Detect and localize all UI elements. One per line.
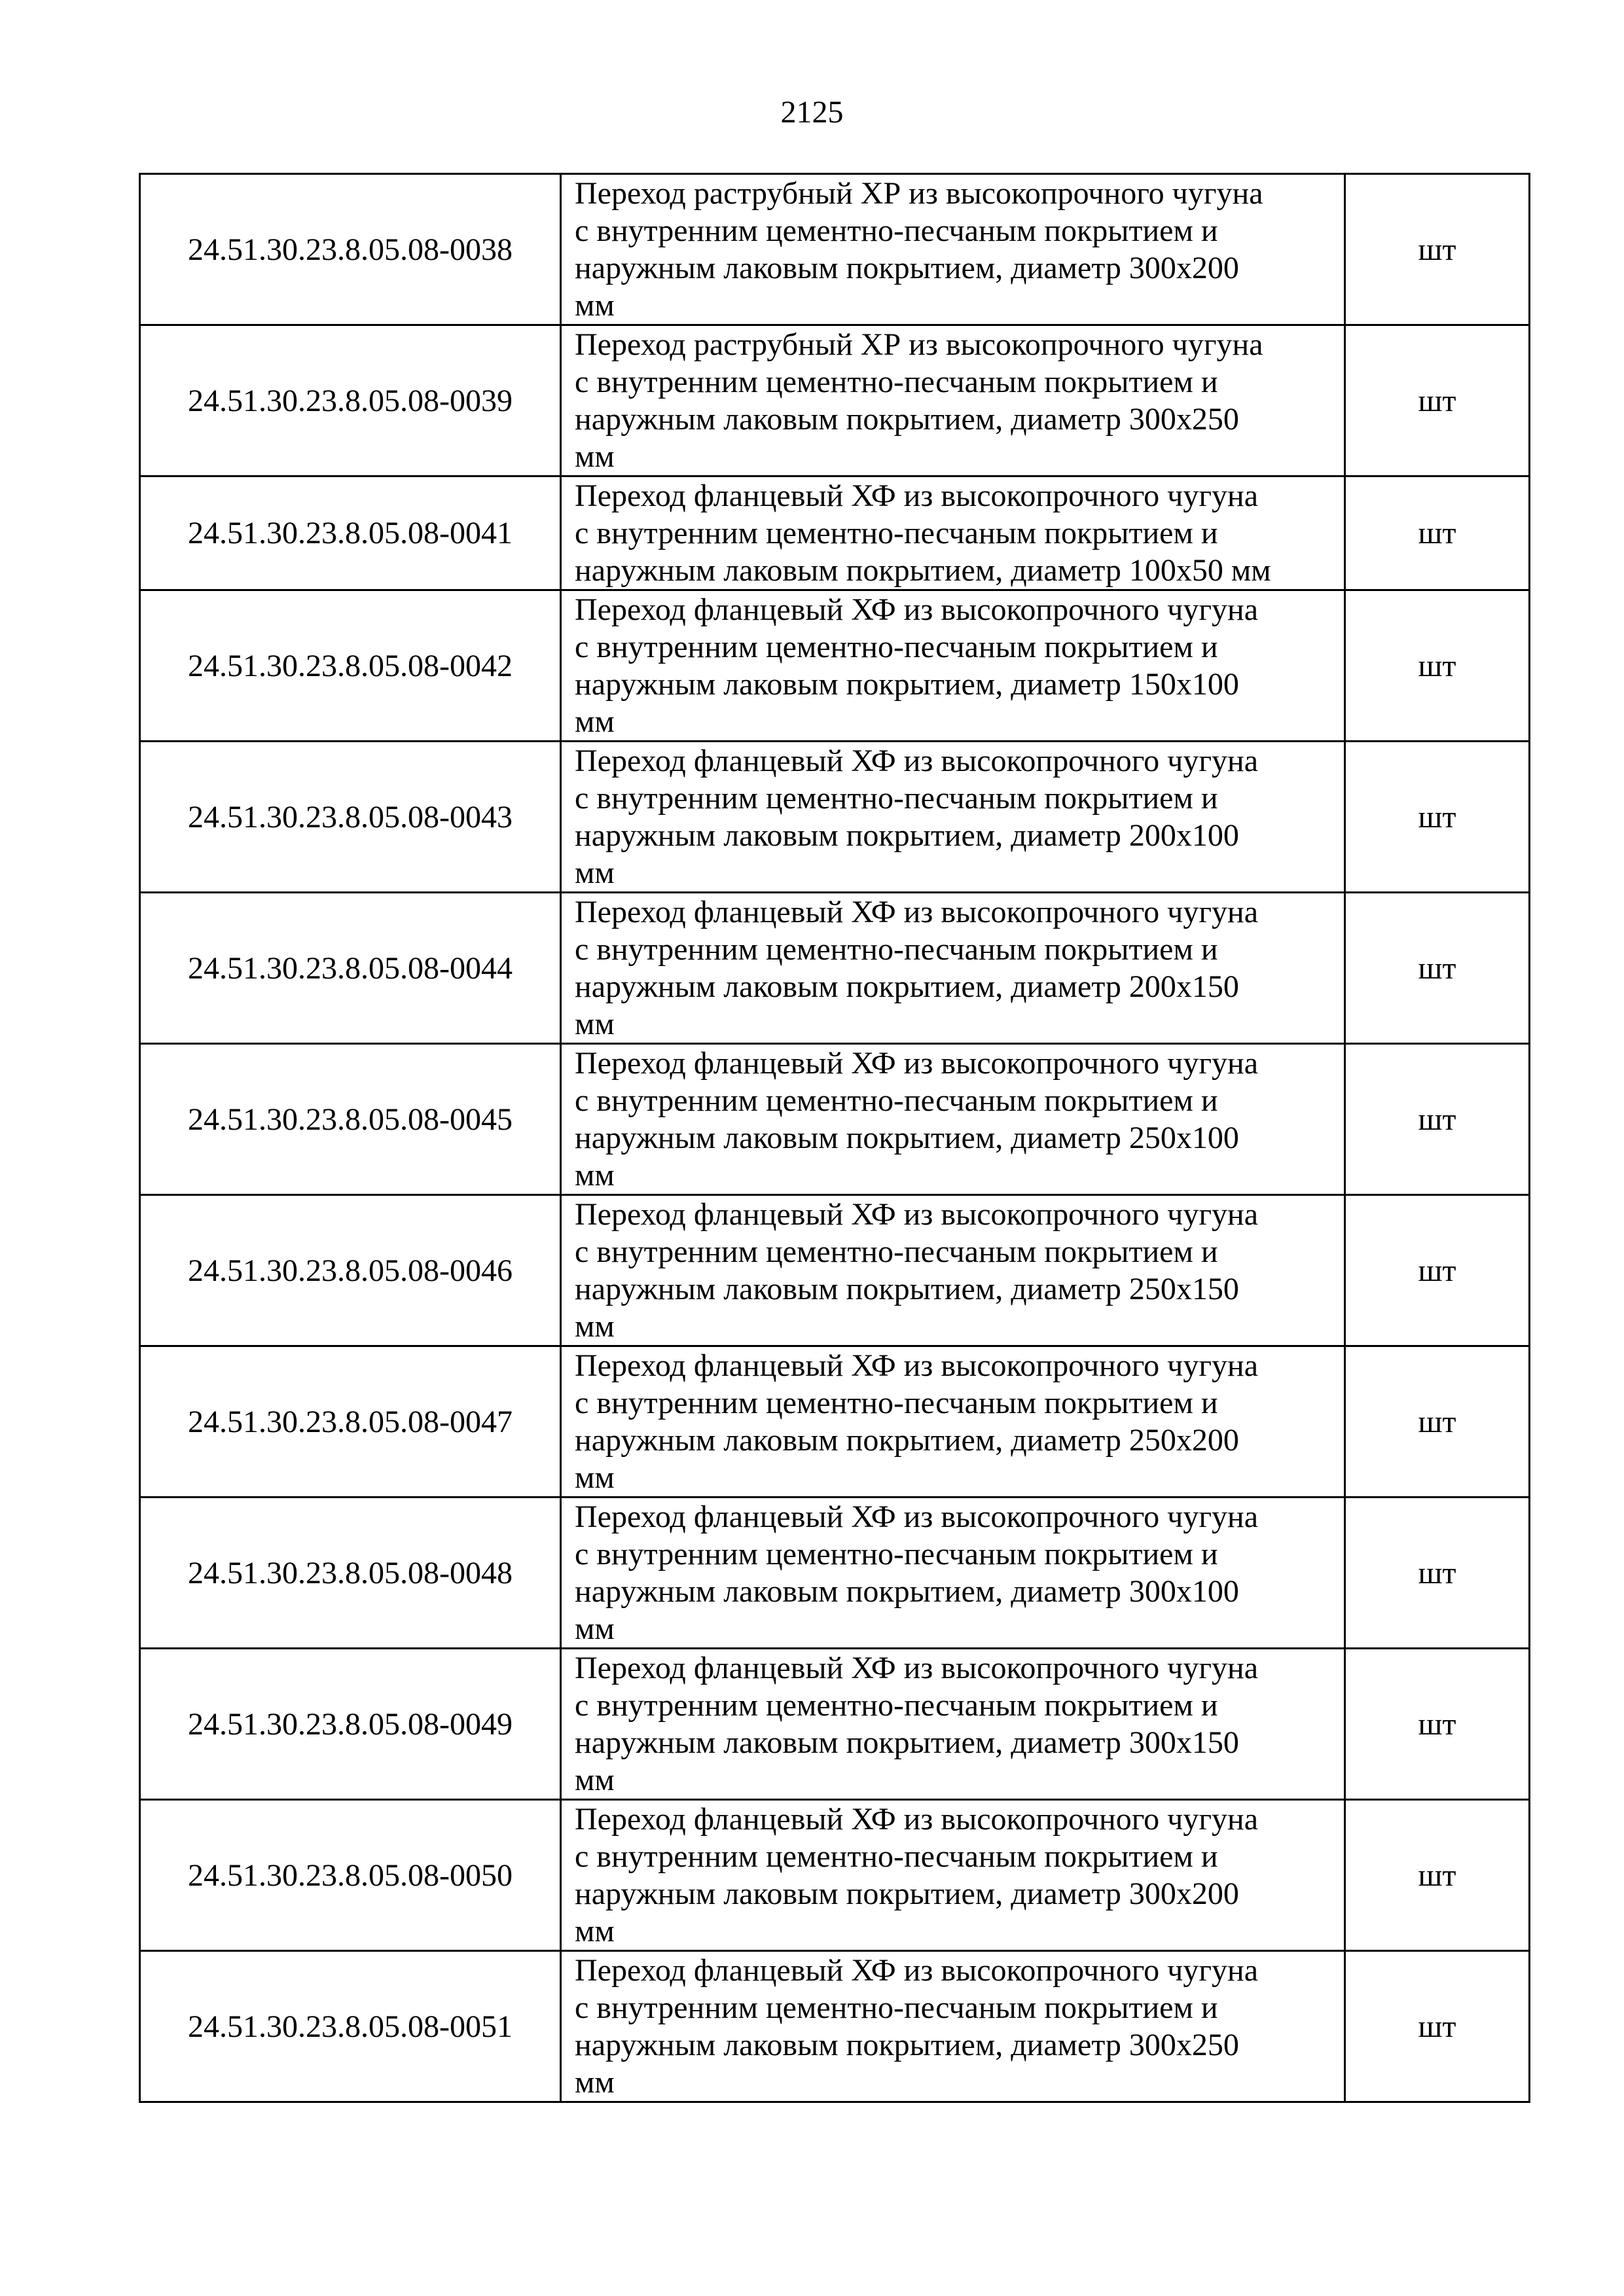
- description-line: наружным лаковым покрытием, диаметр 300х200: [575, 1876, 1239, 1911]
- description-line: с внутренним цементно-песчаным покрытием и: [575, 630, 1218, 664]
- table-body: [140, 174, 1530, 2102]
- description-line: наружным лаковым покрытием, диаметр 200х150: [575, 969, 1239, 1004]
- resource-code-cell: 24.51.30.23.8.05.08-0043: [140, 742, 561, 893]
- description-line: мм: [575, 288, 615, 323]
- description-line: наружным лаковым покрытием, диаметр 300х150: [575, 1725, 1239, 1760]
- resource-code-cell: 24.51.30.23.8.05.08-0047: [140, 1346, 561, 1498]
- description-line: мм: [575, 855, 615, 890]
- description-line: Переход раструбный ХР из высокопрочного чугуна: [575, 327, 1263, 362]
- description-line: Переход фланцевый ХФ из высокопрочного чугуна: [575, 1046, 1258, 1081]
- resource-description-cell: [561, 1951, 1345, 2102]
- resource-description-cell: [561, 893, 1345, 1044]
- resource-code-cell: 24.51.30.23.8.05.08-0045: [140, 1044, 561, 1195]
- description-line: с внутренним цементно-песчаным покрытием и: [575, 1990, 1218, 2025]
- table-row: [140, 325, 1530, 476]
- description-line: мм: [575, 704, 615, 739]
- resource-code-cell: 24.51.30.23.8.05.08-0044: [140, 893, 561, 1044]
- description-line: с внутренним цементно-песчаным покрытием и: [575, 1386, 1218, 1420]
- description-line: Переход фланцевый ХФ из высокопрочного чугуна: [575, 744, 1258, 778]
- unit-cell: шт: [1345, 1498, 1530, 1649]
- table-row: [140, 1346, 1530, 1498]
- unit-cell: шт: [1345, 1951, 1530, 2102]
- description-line: с внутренним цементно-песчаным покрытием и: [575, 1234, 1218, 1269]
- description-line: Переход фланцевый ХФ из высокопрочного чугуна: [575, 592, 1258, 627]
- description-line: с внутренним цементно-песчаным покрытием и: [575, 213, 1218, 248]
- unit-cell: шт: [1345, 1195, 1530, 1346]
- description-line: мм: [575, 439, 615, 474]
- unit-cell: шт: [1345, 590, 1530, 742]
- resource-description-cell: [561, 590, 1345, 742]
- resource-description-cell: [561, 1044, 1345, 1195]
- description-line: с внутренним цементно-песчаным покрытием и: [575, 365, 1218, 399]
- table-row: [140, 174, 1530, 325]
- resource-description-cell: [561, 742, 1345, 893]
- unit-cell: шт: [1345, 893, 1530, 1044]
- resource-description-cell: [561, 1346, 1345, 1498]
- table-row: [140, 893, 1530, 1044]
- resource-code-cell: 24.51.30.23.8.05.08-0039: [140, 325, 561, 476]
- description-line: Переход фланцевый ХФ из высокопрочного чугуна: [575, 1499, 1258, 1534]
- resource-code-cell: 24.51.30.23.8.05.08-0050: [140, 1800, 561, 1951]
- resource-code-cell: 24.51.30.23.8.05.08-0038: [140, 174, 561, 325]
- table-row: [140, 590, 1530, 742]
- resource-code-cell: 24.51.30.23.8.05.08-0041: [140, 476, 561, 590]
- resource-description-cell: [561, 1195, 1345, 1346]
- resource-code-cell: 24.51.30.23.8.05.08-0051: [140, 1951, 561, 2102]
- description-line: наружным лаковым покрытием, диаметр 250х200: [575, 1423, 1239, 1458]
- unit-cell: шт: [1345, 476, 1530, 590]
- unit-cell: шт: [1345, 1649, 1530, 1800]
- description-line: Переход фланцевый ХФ из высокопрочного чугуна: [575, 478, 1258, 513]
- resource-description-cell: [561, 1800, 1345, 1951]
- resource-code-cell: 24.51.30.23.8.05.08-0046: [140, 1195, 561, 1346]
- resource-description-cell: [561, 1498, 1345, 1649]
- unit-cell: шт: [1345, 325, 1530, 476]
- resource-description-cell: [561, 174, 1345, 325]
- description-line: с внутренним цементно-песчаным покрытием и: [575, 932, 1218, 967]
- description-line: с внутренним цементно-песчаным покрытием и: [575, 781, 1218, 816]
- resource-description-cell: [561, 325, 1345, 476]
- description-line: наружным лаковым покрытием, диаметр 300х200: [575, 251, 1239, 285]
- description-line: мм: [575, 1158, 615, 1193]
- unit-cell: шт: [1345, 174, 1530, 325]
- description-line: Переход фланцевый ХФ из высокопрочного чугуна: [575, 895, 1258, 929]
- description-line: Переход раструбный ХР из высокопрочного чугуна: [575, 176, 1263, 211]
- description-line: Переход фланцевый ХФ из высокопрочного чугуна: [575, 1197, 1258, 1232]
- table-row: [140, 1498, 1530, 1649]
- description-line: с внутренним цементно-песчаным покрытием и: [575, 1083, 1218, 1118]
- table-row: [140, 1195, 1530, 1346]
- description-line: Переход фланцевый ХФ из высокопрочного чугуна: [575, 1953, 1258, 1988]
- resource-code-cell: 24.51.30.23.8.05.08-0048: [140, 1498, 561, 1649]
- description-line: мм: [575, 1763, 615, 1797]
- description-line: с внутренним цементно-песчаным покрытием и: [575, 1839, 1218, 1874]
- description-line: мм: [575, 1611, 615, 1646]
- page-number: 2125: [780, 95, 844, 130]
- resource-description-cell: [561, 1649, 1345, 1800]
- description-line: Переход фланцевый ХФ из высокопрочного чугуна: [575, 1348, 1258, 1383]
- description-line: Переход фланцевый ХФ из высокопрочного чугуна: [575, 1802, 1258, 1837]
- description-line: наружным лаковым покрытием, диаметр 200х100: [575, 818, 1239, 853]
- table-row: [140, 1800, 1530, 1951]
- description-line: с внутренним цементно-песчаным покрытием и: [575, 1688, 1218, 1723]
- description-line: мм: [575, 1914, 615, 1948]
- resource-description-cell: [561, 476, 1345, 590]
- description-line: с внутренним цементно-песчаным покрытием и: [575, 516, 1218, 550]
- description-line: наружным лаковым покрытием, диаметр 300х250: [575, 402, 1239, 437]
- description-line: с внутренним цементно-песчаным покрытием и: [575, 1537, 1218, 1571]
- description-line: наружным лаковым покрытием, диаметр 100х50 мм: [575, 553, 1271, 588]
- table-row: [140, 1951, 1530, 2102]
- resource-code-cell: 24.51.30.23.8.05.08-0042: [140, 590, 561, 742]
- resource-table: [139, 173, 1530, 2103]
- description-line: наружным лаковым покрытием, диаметр 300х250: [575, 2028, 1239, 2062]
- description-line: наружным лаковым покрытием, диаметр 150х100: [575, 667, 1239, 702]
- description-line: мм: [575, 1007, 615, 1041]
- unit-cell: шт: [1345, 1044, 1530, 1195]
- description-line: наружным лаковым покрытием, диаметр 250х100: [575, 1121, 1239, 1155]
- unit-cell: шт: [1345, 742, 1530, 893]
- table-row: [140, 1649, 1530, 1800]
- description-line: мм: [575, 1309, 615, 1344]
- description-line: Переход фланцевый ХФ из высокопрочного чугуна: [575, 1651, 1258, 1685]
- unit-cell: шт: [1345, 1800, 1530, 1951]
- description-line: наружным лаковым покрытием, диаметр 300х100: [575, 1574, 1239, 1609]
- resource-code-cell: 24.51.30.23.8.05.08-0049: [140, 1649, 561, 1800]
- description-line: наружным лаковым покрытием, диаметр 250х150: [575, 1272, 1239, 1306]
- table-row: [140, 1044, 1530, 1195]
- unit-cell: шт: [1345, 1346, 1530, 1498]
- table-row: [140, 476, 1530, 590]
- description-line: мм: [575, 2065, 615, 2100]
- description-line: мм: [575, 1460, 615, 1495]
- table-row: [140, 742, 1530, 893]
